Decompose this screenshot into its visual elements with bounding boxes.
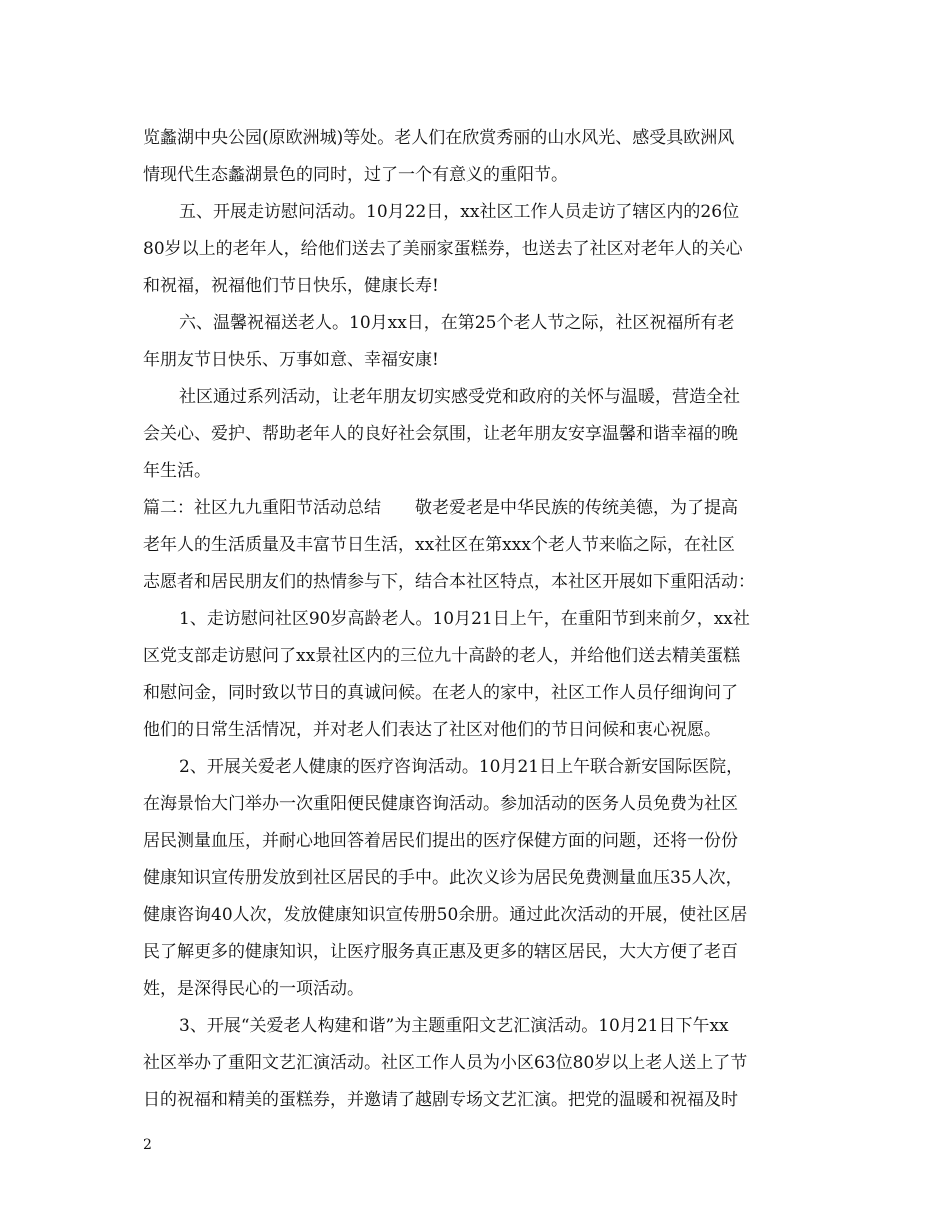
text-line: 在海景怡大门举办一次重阳便民健康咨询活动。参加活动的医务人员免费为社区 <box>143 794 738 814</box>
paragraph-start-line: 五、开展走访慰问活动。10月22日，xx社区工作人员走访了辖区内的26位 <box>179 202 740 222</box>
text-line: 情现代生态蠡湖景色的同时，过了一个有意义的重阳节。 <box>143 165 568 185</box>
text-line: 览蠡湖中央公园(原欧洲城)等处。老人们在欣赏秀丽的山水风光、感受具欧洲风 <box>143 128 735 148</box>
document-body <box>143 120 823 1119</box>
text-line: 居民测量血压，并耐心地回答着居民们提出的医疗保健方面的问题，还将一份份 <box>143 831 738 851</box>
paragraph-start-line: 3、开展“关爱老人构建和谐”为主题重阳文艺汇演活动。10月21日下午xx <box>179 1016 729 1036</box>
paragraph-start-line: 社区通过系列活动，让老年朋友切实感受党和政府的关怀与温暖，营造全社 <box>179 387 740 407</box>
text-line: 年生活。 <box>143 461 211 481</box>
text-line: 和祝福，祝福他们节日快乐，健康长寿! <box>143 276 439 296</box>
text-line: 会关心、爱护、帮助老年人的良好社会氛围，让老年朋友安享温馨和谐幸福的晚 <box>143 424 738 444</box>
text-line: 80岁以上的老年人，给他们送去了美丽家蛋糕券，也送去了社区对老年人的关心 <box>143 239 743 259</box>
text-line: 他们的日常生活情况，并对老人们表达了社区对他们的节日问候和衷心祝愿。 <box>143 720 721 740</box>
text-line: 年朋友节日快乐、万事如意、幸福安康! <box>143 350 439 370</box>
text-line: 健康知识宣传册发放到社区居民的手中。此次义诊为居民免费测量血压35人次， <box>143 868 743 888</box>
paragraph-start-line: 六、温馨祝福送老人。10月xx日，在第25个老人节之际，社区祝福所有老 <box>179 313 735 333</box>
paragraph-start-line: 2、开展关爱老人健康的医疗咨询活动。10月21日上午联合新安国际医院， <box>179 757 744 777</box>
text-line: 志愿者和居民朋友们的热情参与下，结合本社区特点，本社区开展如下重阳活动： <box>143 572 755 592</box>
text-line: 老年人的生活质量及丰富节日生活，xx社区在第xxx个老人节来临之际，在社区 <box>143 535 735 555</box>
page-number: 2 <box>143 1137 152 1153</box>
text-line: 日的祝福和精美的蛋糕券，并邀请了越剧专场文艺汇演。把党的温暖和祝福及时 <box>143 1090 738 1110</box>
text-line: 民了解更多的健康知识，让医疗服务真正惠及更多的辖区居民，大大方便了老百 <box>143 942 738 962</box>
text-line: 区党支部走访慰问了xx景社区内的三位九十高龄的老人，并给他们送去精美蛋糕 <box>143 646 741 666</box>
paragraph-start-line: 1、走访慰问社区90岁高龄老人。10月21日上午，在重阳节到来前夕，xx社 <box>179 609 750 629</box>
text-line: 健康咨询40人次，发放健康知识宣传册50余册。通过此次活动的开展，使社区居 <box>143 905 748 925</box>
section-heading-line: 篇二：社区九九重阳节活动总结 敬老爱老是中华民族的传统美德，为了提高 <box>143 498 738 518</box>
text-line: 姓，是深得民心的一项活动。 <box>143 979 364 999</box>
text-line: 社区举办了重阳文艺汇演活动。社区工作人员为小区63位80岁以上老人送上了节 <box>143 1053 748 1073</box>
text-line: 和慰问金，同时致以节日的真诚问候。在老人的家中，社区工作人员仔细询问了 <box>143 683 738 703</box>
